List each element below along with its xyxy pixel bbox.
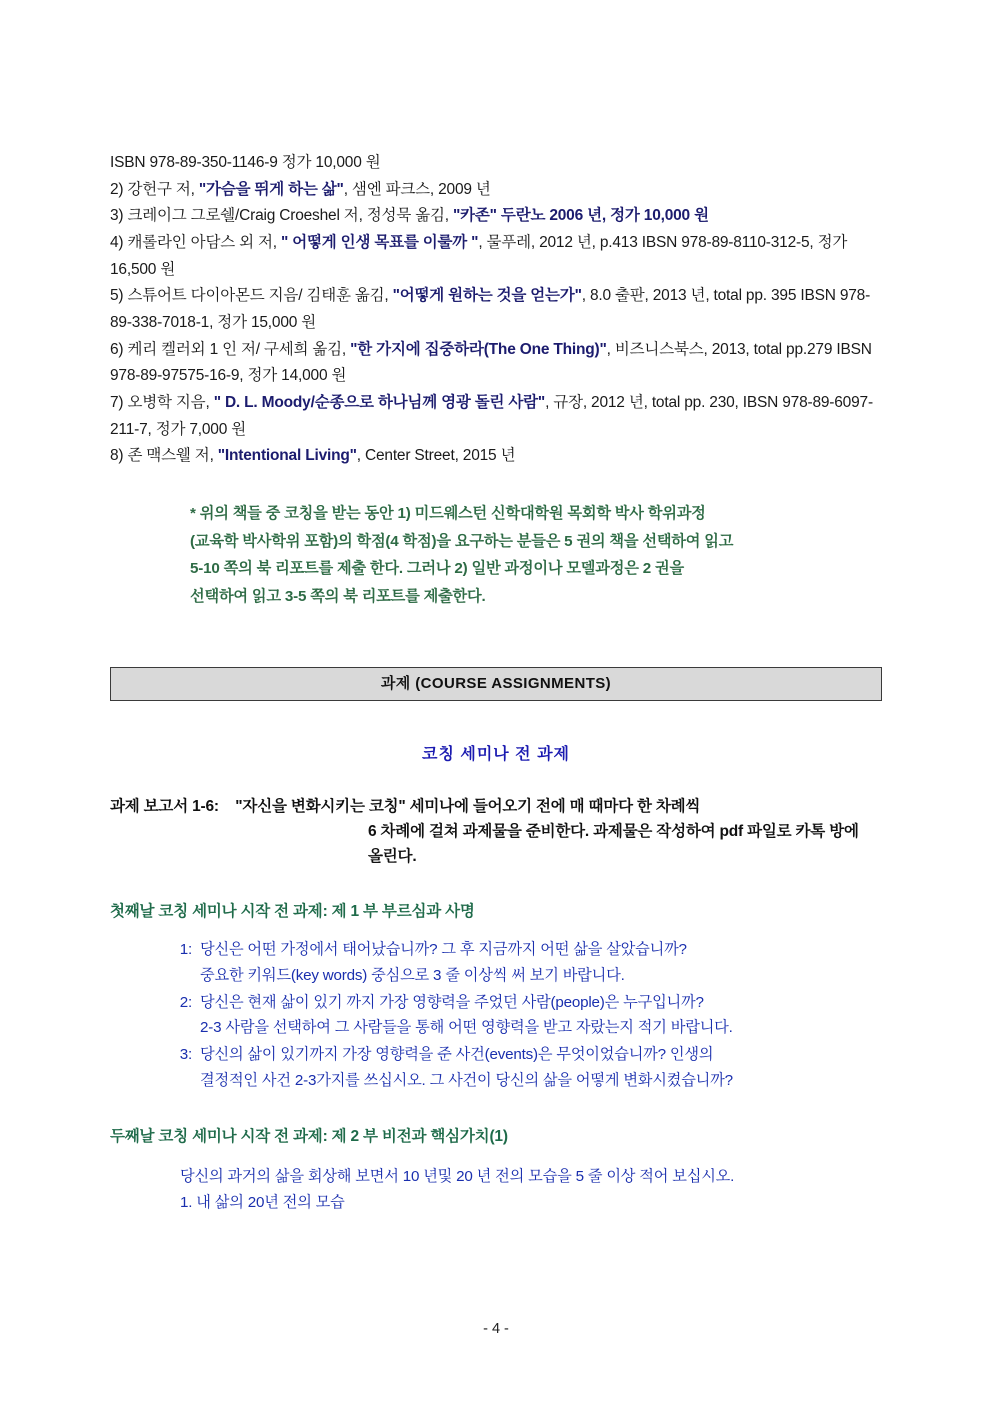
page-number: - 4 - <box>483 1321 509 1337</box>
item3-title: "카존" 두란노 2006 년, 정가 10,000 원 <box>452 207 709 225</box>
assignment-line-1: "자신을 변화시키는 코칭" 세미나에 들어오기 전에 매 때마다 한 차례씩 <box>235 797 701 815</box>
day1-question-2-text <box>200 990 882 1042</box>
bibliography-item-4 <box>110 230 882 283</box>
bibliography-item-8 <box>110 443 882 470</box>
item8-post: , Center Street, 2015 년 <box>356 447 516 465</box>
item2-title: "가슴을 뛰게 하는 삶" <box>198 180 344 198</box>
assignment-line-2: 6 차례에 걸쳐 과제물을 준비한다. 과제물은 작성하여 pdf 파일로 카톡 방에 <box>368 822 859 840</box>
item2-post: , 샘엔 파크스, 2009 년 <box>343 180 491 198</box>
note-line-1: * 위의 책들 중 코칭을 받는 동안 1) 미드웨스턴 신학대학원 목회학 박사 학위과정 <box>190 504 706 522</box>
item4-pre: 4) 캐롤라인 아담스 외 저, <box>110 233 281 251</box>
assignment-line-3: 올린다. <box>368 847 417 865</box>
item5-title: "어떻게 원하는 것을 얻는가" <box>392 287 582 305</box>
item5-post: , 8.0 출판, 2013 년, total pp. 395 IBSN 978-89-338-7018-1, 정가 15,000 원 <box>110 287 871 331</box>
bibliography-item-7 <box>110 390 882 443</box>
day1-heading: 첫째날 코칭 세미나 시작 전 과제: 제 1 부 부르심과 사명 <box>110 902 475 920</box>
day1-question-2 <box>170 990 882 1042</box>
item6-pre: 6) 케리 켈러외 1 인 저/ 구세희 옮김, <box>110 340 351 358</box>
item4-post: , 물푸레, 2012 년, p.413 IBSN 978-89-8110-312-5, 정가 16,500 원 <box>110 233 848 278</box>
bibliography-item-6 <box>110 337 882 390</box>
item7-pre: 7) 오병학 지음, <box>110 393 214 411</box>
section-heading-bar: 과제 (COURSE ASSIGNMENTS) <box>110 667 882 701</box>
assignment-report-block <box>110 794 882 869</box>
bibliography-list <box>110 150 882 470</box>
day1-question-2-number: 2: <box>179 993 192 1011</box>
day1-question-1-line-2: 중요한 키워드(key words) 중심으로 3 줄 이상씩 써 보기 바랍니다. <box>200 966 625 984</box>
item3-pre: 3) 크레이그 그로쉘/Craig Croeshel 저, 정성묵 옮김, <box>110 207 453 225</box>
bibliography-item-3 <box>110 203 882 230</box>
day1-question-3-line-2: 결정적인 사건 2-3가지를 쓰십시오. 그 사건이 당신의 삶을 어떻게 변화시켰습니까? <box>200 1072 733 1090</box>
day1-question-1-number: 1: <box>179 940 192 958</box>
item8-title: "Intentional Living" <box>217 447 357 465</box>
item6-post: , 비즈니스북스, 2013, total pp.279 IBSN 978-89-97575-16-9, 정가 14,000 원 <box>110 340 872 385</box>
day1-question-list <box>170 937 882 1094</box>
day2-heading: 두째날 코칭 세미나 시작 전 과제: 제 2 부 비전과 핵심가치(1) <box>110 1127 508 1145</box>
day1-question-3-line-1: 당신의 삶이 있기까지 가장 영향력을 준 사건(events)은 무엇이었습니까? 인생의 <box>200 1046 714 1064</box>
day1-question-3 <box>170 1042 882 1094</box>
report-note <box>190 500 852 611</box>
isbn-text: ISBN 978-89-350-1146-9 정가 10,000 원 <box>110 154 381 171</box>
item2-pre: 2) 강헌구 저, <box>110 180 199 198</box>
day1-question-3-text <box>200 1042 882 1094</box>
day1-question-1-line-1: 당신은 어떤 가정에서 태어났습니까? 그 후 지금까지 어떤 삶을 살았습니까? <box>200 940 687 958</box>
item5-pre: 5) 스튜어트 다이아몬드 지음/ 김태훈 옮김, <box>110 287 393 305</box>
subsection-title: 코칭 세미나 전 과제 <box>422 745 570 763</box>
item7-title: " D. L. Moody/순종으로 하나님께 영광 돌린 사람" <box>213 393 546 411</box>
bibliography-item-1 <box>110 150 882 177</box>
assignment-first-line <box>110 794 882 819</box>
bibliography-item-5 <box>110 283 882 336</box>
item4-title: " 어떻게 인생 목표를 이룰까 " <box>280 233 479 251</box>
day2-content <box>180 1164 882 1216</box>
assignment-label: 과제 보고서 1-6: <box>110 797 219 815</box>
note-line-4: 선택하여 읽고 3-5 쪽의 북 리포트를 제출한다. <box>190 587 486 605</box>
bibliography-item-2 <box>110 177 882 204</box>
note-line-2: (교육학 박사학위 포함)의 학점(4 학점)을 요구하는 분들은 5 권의 책을 선택하여 읽고 <box>190 532 734 550</box>
day1-question-1-text <box>200 937 882 989</box>
item8-pre: 8) 존 맥스웰 저, <box>110 447 218 465</box>
day2-line-2: 1. 내 삶의 20년 전의 모습 <box>180 1193 345 1211</box>
day1-question-2-line-2: 2-3 사람을 선택하여 그 사람들을 통해 어떤 영향력을 받고 자랐는지 적기 바랍니다. <box>200 1019 733 1037</box>
day1-question-1 <box>170 937 882 989</box>
day1-question-2-line-1: 당신은 현재 삶이 있기 까지 가장 영향력을 주었던 사람(people)은 누구입니까? <box>200 993 704 1011</box>
note-line-3: 5-10 쪽의 북 리포트를 제출 한다. 그러나 2) 일반 과정이나 모델과정은 2 권을 <box>190 560 684 578</box>
item7-post: , 규장, 2012 년, total pp. 230, IBSN 978-89-6097-211-7, 정가 7,000 원 <box>110 393 873 438</box>
item6-title: "한 가지에 집중하라(The One Thing)" <box>350 340 607 358</box>
day2-line-1: 당신의 과거의 삶을 회상해 보면서 10 년및 20 년 전의 모습을 5 줄 이상 적어 보십시오. <box>180 1167 735 1185</box>
day1-question-3-number: 3: <box>179 1046 192 1064</box>
